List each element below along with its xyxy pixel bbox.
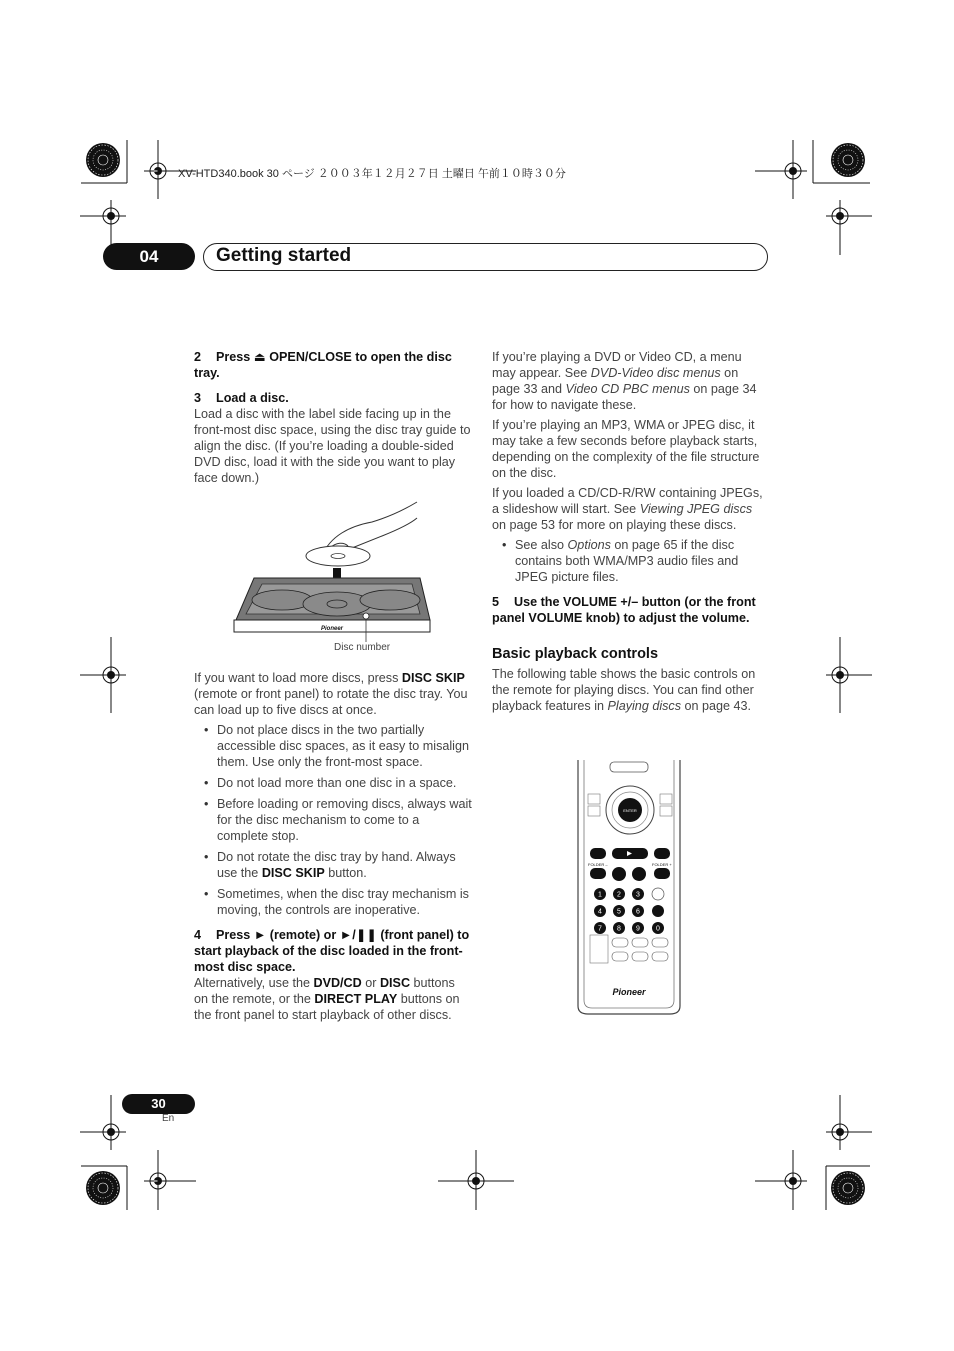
section-intro: The following table shows the basic controls on the remote for playing discs. You can find other playback features in Playing discs on page 43. — [492, 667, 756, 713]
disc-tray-illustration — [232, 496, 438, 642]
digit-label: 6 — [636, 908, 640, 916]
menu-paragraph: If you’re playing a DVD or Video CD, a menu may appear. See DVD-Video disc menus on page 33 and Video CD PBC menus on page 34 for how to navigate these. — [492, 350, 757, 412]
folder-plus-label: FOLDER + — [652, 862, 672, 867]
alternative-paragraph: Alternatively, use the DVD/CD or DISC buttons on the remote, or the DIRECT PLAY buttons on the front panel to start playback of other discs. — [194, 976, 460, 1022]
enter-label: ENTER — [623, 808, 637, 813]
mp3-paragraph: If you’re playing an MP3, WMA or JPEG disc, it may take a few seconds before playback starts, depending on the complexity of the file structure on the disc. — [492, 418, 760, 480]
digit-label: 4 — [598, 908, 602, 916]
file-info-line: XV-HTD340.book 30 ページ ２００３年１２月２７日 土曜日 午前１０時３０分 — [178, 168, 566, 180]
page-language: En — [162, 1113, 175, 1124]
play-pause-icon: ►/❚❚ — [339, 928, 377, 942]
list-item: • See also Options on page 65 if the disc contains both WMA/MP3 audio files and JPEG picture files. — [515, 537, 768, 585]
digit-label: 1 — [598, 891, 602, 899]
digit-label: 3 — [636, 891, 640, 899]
digit-label: 0 — [656, 925, 660, 933]
folder-minus-label: FOLDER – — [588, 862, 608, 867]
digit-label: 2 — [617, 891, 621, 899]
list-item: • Do not load more than one disc in a space. — [217, 775, 472, 791]
play-icon: ► — [253, 928, 267, 942]
caution-list — [194, 722, 472, 918]
options-list — [492, 537, 768, 585]
step-4: 4 Press ► (remote) or ►/❚❚ (front panel) to start playback of the disc loaded in the front-most disc space. — [194, 928, 470, 974]
list-item: • Before loading or removing discs, always wait for the disc mechanism to come to a complete stop. — [217, 796, 472, 844]
step-5: 5 Use the VOLUME +/– button (or the front panel VOLUME knob) to adjust the volume. — [492, 595, 756, 625]
remote-brand-logo: Pioneer — [612, 987, 646, 997]
section-heading: Basic playback controls — [492, 646, 659, 662]
disc-number-caption: Disc number — [334, 642, 391, 653]
chapter-title: Getting started — [216, 245, 352, 266]
step-2: 2 Press ⏏ OPEN/CLOSE to open the disc tray. — [194, 350, 452, 380]
disc-skip-paragraph: If you want to load more discs, press DISC SKIP (remote or front panel) to rotate the disc tray. You can load up to five discs at once. — [194, 671, 468, 717]
digit-label: 8 — [617, 925, 621, 933]
left-column-lower — [194, 670, 472, 1027]
remote-control-illustration — [576, 760, 682, 1016]
digit-label: 9 — [636, 925, 640, 933]
eject-icon: ⏏ — [253, 350, 266, 364]
page-number: 30 — [122, 1094, 195, 1114]
step-3-title: 3 Load a disc. — [194, 391, 289, 405]
list-item: • Sometimes, when the disc tray mechanism is moving, the controls are inoperative. — [217, 886, 472, 918]
digit-label: 7 — [598, 925, 602, 933]
left-column — [194, 349, 472, 490]
list-item: • Do not rotate the disc tray by hand. Always use the DISC SKIP button. — [217, 849, 472, 881]
list-item: • Do not place discs in the two partially accessible disc spaces, as it easy to misalign them. Use only the front-most space. — [217, 722, 472, 770]
step-3-body: Load a disc with the label side facing up in the front-most disc space, using the disc tray guide to align the disc. (If you’re loading a double-sided DVD disc, load it with the side you want to play face down.) — [194, 407, 471, 485]
player-brand-logo: Pioneer — [320, 626, 344, 632]
right-column — [492, 349, 768, 718]
digit-label: 5 — [617, 908, 621, 916]
chapter-number-badge: 04 — [103, 243, 195, 270]
jpeg-paragraph: If you loaded a CD/CD-R/RW containing JPEGs, a slideshow will start. See Viewing JPEG discs on page 53 for more on playing these discs. — [492, 486, 763, 532]
